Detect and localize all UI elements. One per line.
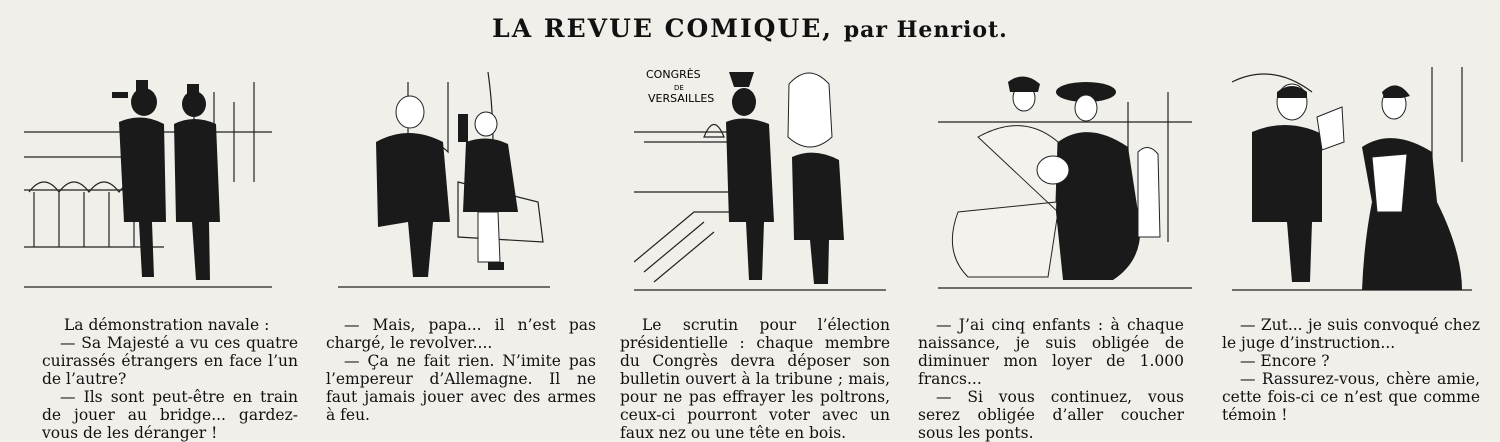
- caption-line: — J’ai cinq enfants : à chaque naissance, je suis obligée de diminuer mon loyer de 1.000 francs...: [918, 316, 1184, 388]
- caption-panel-1: [42, 316, 298, 442]
- title-byline: par Henriot.: [843, 17, 1008, 43]
- caption-line: — Zut... je suis convoqué chez le juge d’instruction...: [1222, 316, 1480, 352]
- caption-line: — Sa Majesté a vu ces quatre cuirassés étrangers en face l’un de l’autre?: [42, 334, 298, 388]
- page-title: [0, 14, 1500, 43]
- title-text: LA REVUE COMIQUE,: [492, 14, 834, 43]
- caption-panel-5: [1222, 316, 1480, 424]
- caption-line: La démonstration navale :: [64, 316, 270, 334]
- caption-panel-3: [620, 316, 890, 442]
- panel-3-sign-line-3: VERSAILLES: [648, 92, 715, 105]
- caption-line: — Encore ?: [1240, 352, 1330, 370]
- caption-line: — Rassurez-vous, chère amie, cette fois-ci ce n’est que comme témoin !: [1222, 370, 1480, 424]
- caption-panel-2: [326, 316, 596, 424]
- panel-3-sign-line-1: CONGRÈS: [646, 68, 701, 81]
- caption-line: — Ils sont peut-être en train de jouer au bridge... gardez-vous de les déranger !: [42, 388, 298, 442]
- caption-line: Le scrutin pour l’élection présidentielle : chaque membre du Congrès devra déposer son bulletin ouvert à la tribune ; mais, pour ne pas effrayer les poltrons, ceux-ci pourront voter avec un faux nez ou une tête en bois.: [620, 316, 890, 442]
- panel-3-illustration: [634, 62, 886, 294]
- caption-line: — Ça ne fait rien. N’imite pas l’empereur d’Allemagne. Il ne faut jamais jouer avec des armes à feu.: [326, 352, 596, 424]
- panel-4-illustration: [938, 62, 1192, 294]
- caption-line: — Mais, papa... il n’est pas chargé, le revolver....: [326, 316, 596, 352]
- panel-3-sign-line-2: DE: [674, 84, 684, 92]
- caption-line: — Si vous continuez, vous serez obligée d’aller coucher sous les ponts.: [918, 388, 1184, 442]
- panel-2-illustration: [338, 62, 550, 294]
- caption-panel-4: [918, 316, 1184, 442]
- panel-1-illustration: [24, 62, 272, 294]
- panel-5-illustration: [1232, 62, 1472, 294]
